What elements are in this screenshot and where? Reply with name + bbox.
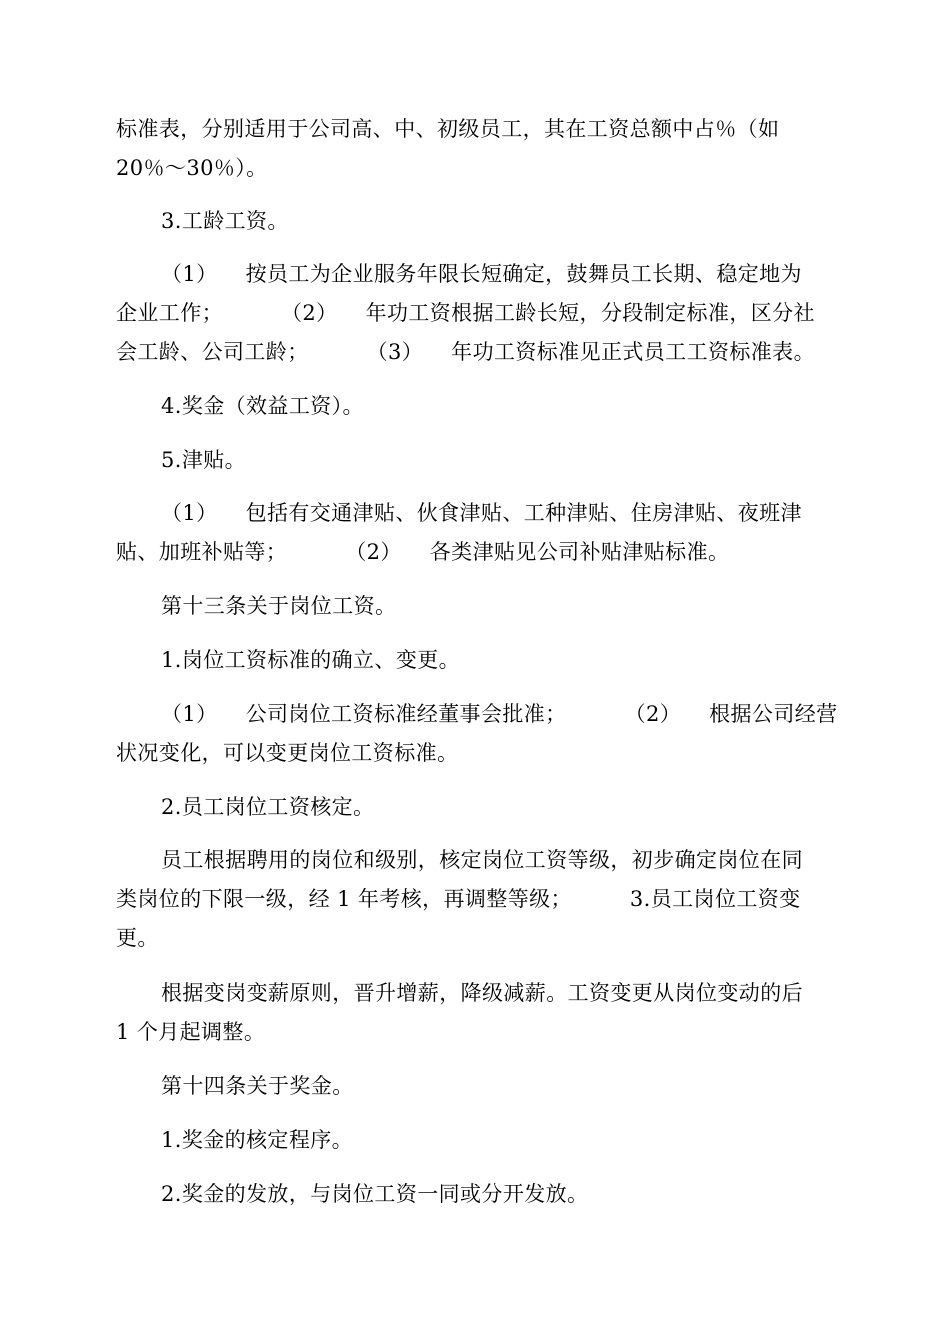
text-line: 5.津贴。 [161,448,247,472]
heading-article-14 [116,1067,836,1106]
paragraph-salary-change [116,974,836,1052]
item-number: （1） [161,702,218,726]
text-line: 第十三条关于岗位工资。 [161,594,397,618]
item-number: （1） [161,501,218,525]
text-line: 会工龄、公司工龄； （3） 年功工资标准见正式员工工资标准表。 [116,340,815,364]
heading-seniority-pay [116,202,836,241]
text-line: 1 个月起调整。 [116,1020,266,1044]
item-number: （1） [161,262,218,286]
text-line: 1.奖金的核定程序。 [161,1128,354,1152]
text-line: 20％～30％）。 [116,156,268,180]
text-line: 企业工作； （2） 年功工资根据工龄长短，分段制定标准，区分社 [116,301,815,325]
text-line: 2.奖金的发放，与岗位工资一同或分开发放。 [161,1182,589,1206]
item-number: （2） [624,702,682,726]
text-line: 状况变化，可以变更岗位工资标准。 [116,741,459,765]
paragraph-allowance-items [116,494,836,572]
heading-bonus-payment [116,1175,836,1214]
text-line: （1） 按员工为企业服务年限长短确定，鼓舞员工长期、稳定地为 [161,262,802,286]
heading-bonus-efficiency [116,387,836,426]
paragraph-post-salary-items [116,695,836,773]
text-line: 1.岗位工资标准的确立、变更。 [161,648,461,672]
heading-article-13 [116,587,836,626]
text-line: 2.员工岗位工资核定。 [161,795,375,819]
item-number: （3） [366,340,424,364]
text-line: 员工根据聘用的岗位和级别，核定岗位工资等级，初步确定岗位在同 [161,848,803,872]
text-line: 根据变岗变薪原则，晋升增薪，降级减薪。工资变更从岗位变动的后 [161,981,803,1005]
heading-post-salary-standard [116,641,836,680]
heading-bonus-procedure [116,1121,836,1160]
text-line: 类岗位的下限一级，经 1 年考核，再调整等级； 3.员工岗位工资变 [116,887,801,911]
paragraph-post-salary-check [116,841,836,958]
text-line: 第十四条关于奖金。 [161,1074,354,1098]
text-line: 3.工龄工资。 [161,209,289,233]
text-line: （1） 包括有交通津贴、伙食津贴、工种津贴、住房津贴、夜班津 [161,501,802,525]
text-line: （1） 公司岗位工资标准经董事会批准； （2） 根据公司经营 [161,702,838,726]
text-line: 贴、加班补贴等； （2） 各类津贴见公司补贴津贴标准。 [116,540,730,564]
paragraph-salary-standard [116,110,836,188]
heading-post-salary-check [116,788,836,827]
text-line: 4.奖金（效益工资）。 [161,394,364,418]
text-line: 更。 [116,926,159,950]
heading-allowance [116,441,836,480]
paragraph-seniority-pay-items [116,255,836,372]
item-number: （2） [345,540,402,564]
text-line: 标准表，分别适用于公司高、中、初级员工，其在工资总额中占％（如 [116,117,780,141]
item-number: （2） [281,301,338,325]
